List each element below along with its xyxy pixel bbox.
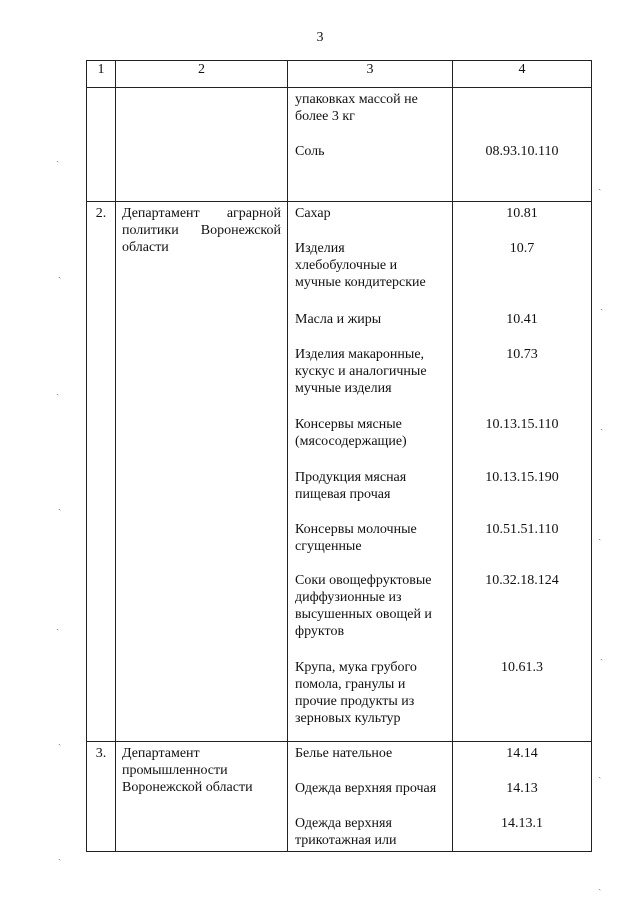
row-number: 3. [87,742,116,852]
okpd-code: 10.51.51.110 [485,522,559,537]
product-name: Крупа, мука грубого помола, гранулы и прочие продукты из зерновых культур [295,660,417,726]
header-col-1: 1 [87,61,116,88]
products-table [86,60,592,852]
page-number: 3 [316,30,324,45]
department-name: Департамент аграрной политики Воронежской области [116,202,288,742]
product-name: Соки овощефруктовые диффузионные из высушенных овощей и фруктов [295,573,432,639]
department-name: Департамент промышленности Воронежской области [116,742,288,852]
product-name: Белье нательное [295,746,393,761]
header-col-3: 3 [288,61,453,88]
okpd-code: 10.32.18.124 [485,573,559,588]
table-row [87,202,592,742]
okpd-code: 10.81 [506,206,538,221]
okpd-code: 10.41 [506,312,538,327]
header-col-2: 2 [116,61,288,88]
num-cell [87,88,116,202]
okpd-code: 14.14 [506,746,538,761]
product-name: Изделия хлебобулочные и мучные кондитерские [295,241,426,290]
product-name: Изделия макаронные, кускус и аналогичные мучные изделия [295,347,427,396]
product-name: Соль [295,144,325,159]
table-row [87,742,592,852]
products-cell [288,88,453,202]
okpd-code: 10.73 [506,347,538,362]
products-cell [288,202,453,742]
okpd-code: 08.93.10.110 [485,144,559,159]
header-row [87,61,592,88]
okpd-code: 10.13.15.190 [485,470,559,485]
product-name: упаковках массой не более 3 кг [295,92,418,124]
header-col-4: 4 [453,61,592,88]
product-name: Консервы мясные (мясосодержащие) [295,417,407,449]
product-name: Одежда верхняя трикотажная или [295,816,397,848]
codes-cell [453,202,592,742]
okpd-code [453,88,591,91]
okpd-code: 14.13 [506,781,538,796]
okpd-code: 10.7 [509,241,535,256]
product-name: Консервы молочные сгущенные [295,522,417,554]
okpd-code: 14.13.1 [501,816,543,831]
codes-cell [453,88,592,202]
product-name: Продукция мясная пищевая прочая [295,470,407,502]
products-cell [288,742,453,852]
row-number: 2. [87,202,116,742]
department-cell [116,88,288,202]
codes-cell [453,742,592,852]
product-name: Одежда верхняя прочая [295,781,437,796]
product-name: Масла и жиры [295,312,382,327]
product-name: Сахар [295,206,331,221]
table-row-continuation [87,88,592,202]
okpd-code: 10.13.15.110 [485,417,559,432]
okpd-code: 10.61.3 [501,660,543,675]
